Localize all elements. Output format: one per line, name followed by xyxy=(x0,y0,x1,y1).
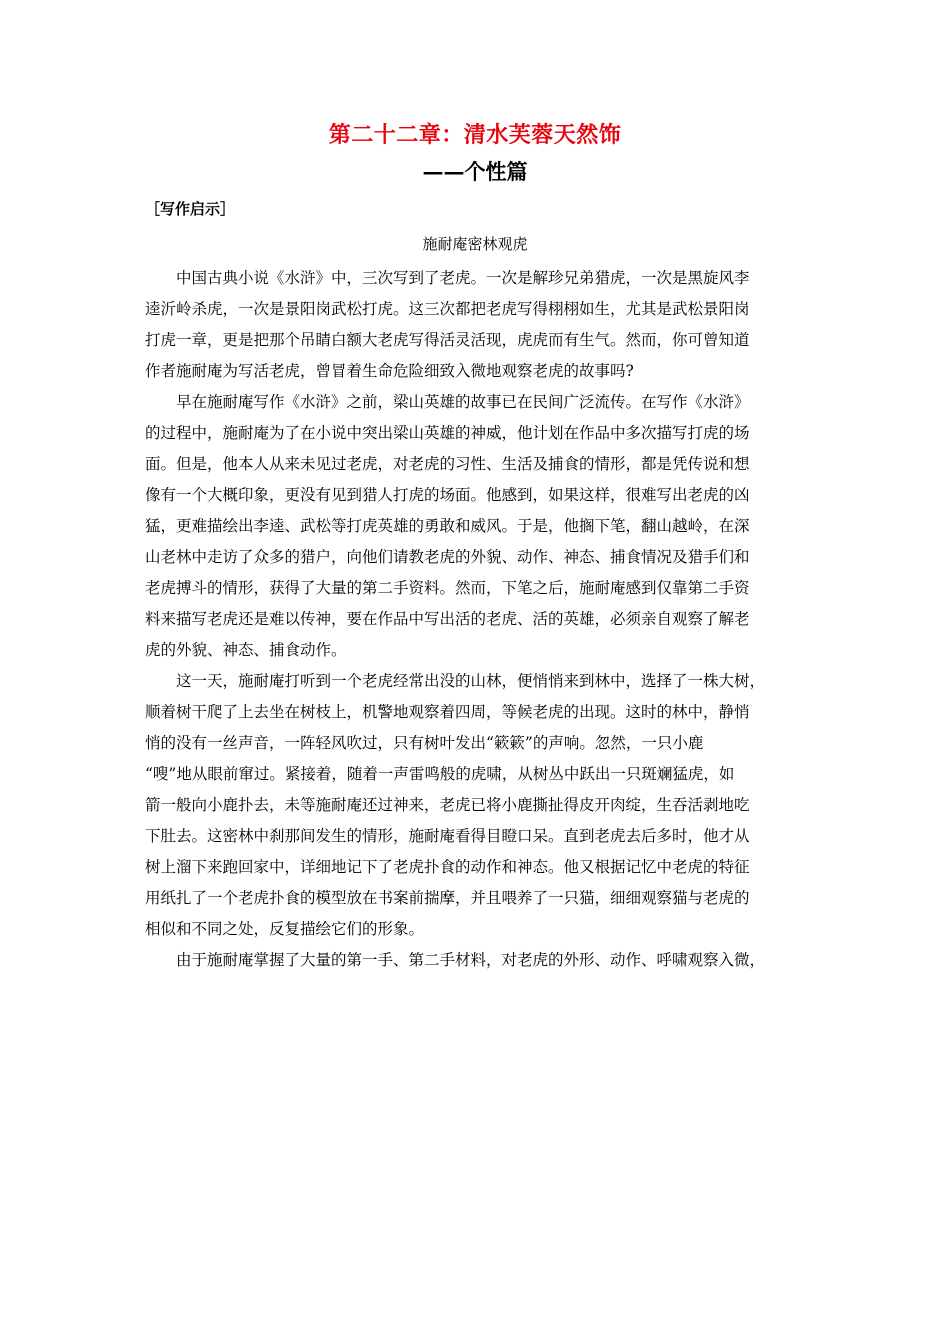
text-line: 料来描写老虎还是难以传神，要在作品中写出活的老虎、活的英雄，必须亲自观察了解老 xyxy=(145,610,750,628)
text-line: 逵沂岭杀虎，一次是景阳岗武松打虎。这三次都把老虎写得栩栩如生，尤其是武松景阳岗 xyxy=(145,300,750,318)
text-line: 像有一个大概印象，更没有见到猎人打虎的场面。他感到，如果这样，很难写出老虎的凶 xyxy=(145,486,750,504)
text-line: 山老林中走访了众多的猎户，向他们请教老虎的外貌、动作、神态、捕食情况及猎手们和 xyxy=(145,548,750,566)
text-line: 用纸扎了一个老虎扑食的模型放在书案前揣摩，并且喂养了一只猫，细细观察猫与老虎的 xyxy=(145,889,750,907)
text-line: 悄的没有一丝声音，一阵轻风吹过，只有树叶发出“簌簌”的声响。忽然，一只小鹿 xyxy=(145,734,704,752)
chapter-subtitle: ——个性篇 xyxy=(422,159,528,184)
text-line: 树上溜下来跑回家中，详细地记下了老虎扑食的动作和神态。他又根据记忆中老虎的特征 xyxy=(145,858,750,876)
text-line: 虎的外貌、神态、捕食动作。 xyxy=(145,641,347,659)
text-line: “嗖”地从眼前窜过。紧接着，随着一声雷鸣般的虎啸，从树丛中跃出一只斑斓猛虎，如 xyxy=(145,765,735,783)
text-line: 下肚去。这密林中刹那间发生的情形，施耐庵看得目瞪口呆。直到老虎去后多时，他才从 xyxy=(145,827,750,845)
text-line: 箭一般向小鹿扑去，未等施耐庵还过神来，老虎已将小鹿撕扯得皮开肉绽，生吞活剥地吃 xyxy=(145,796,750,814)
text-line: 猛，更难描绘出李逵、武松等打虎英雄的勇敢和威风。于是，他搁下笔，翻山越岭，在深 xyxy=(145,517,750,535)
text-line: 的过程中，施耐庵为了在小说中突出梁山英雄的神威，他计划在作品中多次描写打虎的场 xyxy=(145,424,750,442)
text-line: 中国古典小说《水浒》中，三次写到了老虎。一次是解珍兄弟猎虎，一次是黑旋风李 xyxy=(176,269,750,287)
paragraph xyxy=(145,266,807,390)
story-title: 施耐庵密林观虎 xyxy=(422,235,528,253)
text-line: 老虎搏斗的情形，获得了大量的第二手资料。然而，下笔之后，施耐庵感到仅靠第二手资 xyxy=(145,579,750,597)
text-line: 面。但是，他本人从来未见过老虎，对老虎的习性、生活及捕食的情形，都是凭传说和想 xyxy=(145,455,750,473)
body-text xyxy=(145,266,807,979)
paragraph xyxy=(145,669,807,948)
text-line: 早在施耐庵写作《水浒》之前，梁山英雄的故事已在民间广泛流传。在写作《水浒》 xyxy=(176,393,750,411)
text-line: 顺着树干爬了上去坐在树枝上，机警地观察着四周，等候老虎的出现。这时的林中，静悄 xyxy=(145,703,750,721)
text-line: 这一天，施耐庵打听到一个老虎经常出没的山林，便悄悄来到林中，选择了一株大树， xyxy=(176,672,766,690)
paragraph xyxy=(145,948,807,979)
text-line: 相似和不同之处，反复描绘它们的形象。 xyxy=(145,920,425,938)
text-line: 打虎一章，更是把那个吊睛白额大老虎写得活灵活现，虎虎而有生气。然而，你可曾知道 xyxy=(145,331,750,349)
section-label: ［写作启示］ xyxy=(145,200,236,218)
chapter-title: 第二十二章：清水芙蓉天然饰 xyxy=(328,122,622,148)
text-line: 作者施耐庵为写活老虎，曾冒着生命危险细致入微地观察老虎的故事吗? xyxy=(145,362,634,380)
paragraph xyxy=(145,390,807,669)
text-line: 由于施耐庵掌握了大量的第一手、第二手材料，对老虎的外形、动作、呼啸观察入微， xyxy=(176,951,766,969)
